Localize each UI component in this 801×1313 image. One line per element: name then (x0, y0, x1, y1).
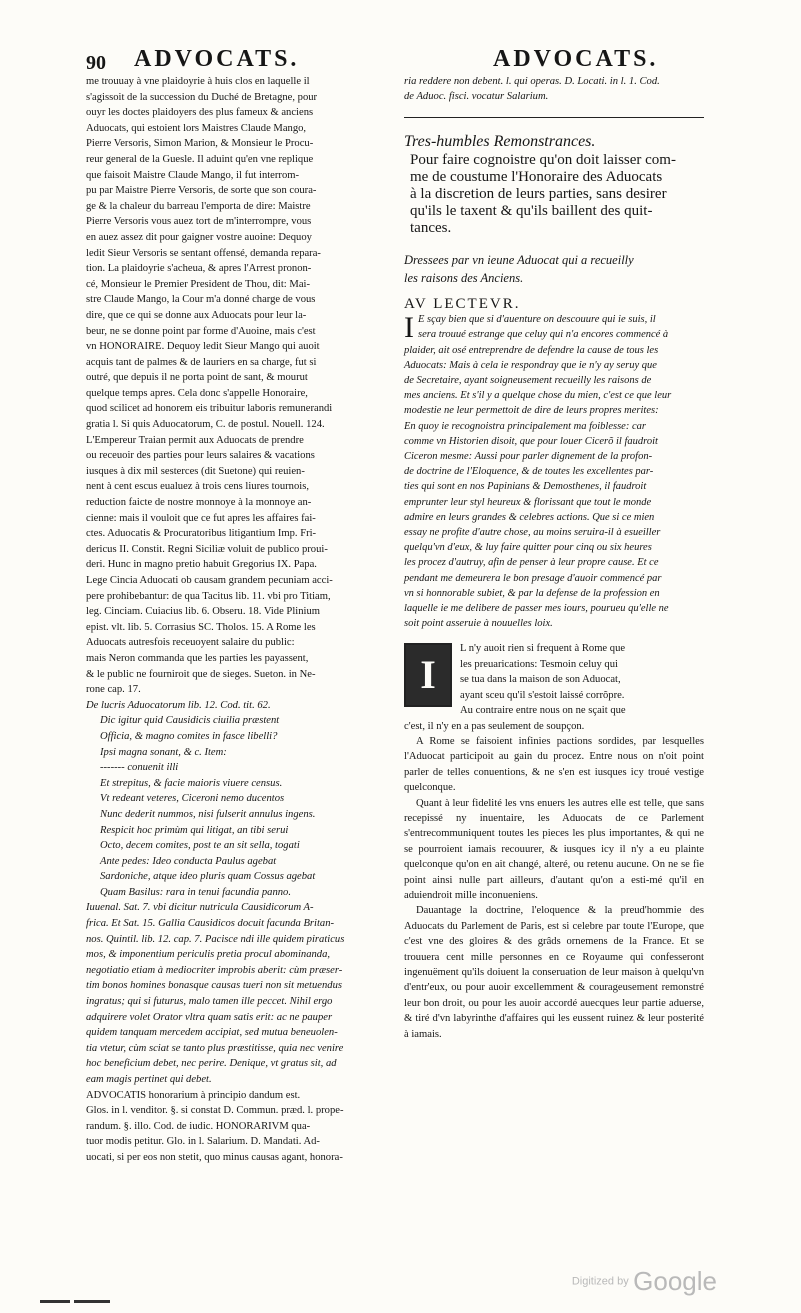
text-line: pere prohibebantur: de qua Tacitus lib. 11. vbi pro Titiam, (86, 590, 331, 602)
verse-line: Officia, & magno comites in fasce libelli? (100, 730, 278, 742)
verse-quotation (86, 713, 392, 900)
treatise-title (404, 152, 704, 237)
preface-line: comme vn Historien disoit, que pour louer Cicerõ il faudroit (404, 435, 658, 447)
note-line: tuor modis petitur. Glo. in l. Salarium. D. Mandati. Ad- (86, 1136, 320, 1148)
left-body-text (86, 74, 392, 698)
continued-citation (404, 74, 704, 105)
text-line: s'agissoit de la succession du Duché de Bretagne, pour (86, 91, 318, 103)
preface-line: mes anciens. Et s'il y a quelque chose du mien, c'est ce que leur (404, 390, 672, 402)
text-line: ou receuoir des parties pour leurs salaires & vacations (86, 450, 315, 462)
citation-line: tia vtetur, cùm sciat se tanto plus præstitisse, quia nec venire (86, 1042, 344, 1054)
citation-line: hoc beneficium debet, nec perire. Denique, vt gratus sit, ad (86, 1058, 337, 1070)
treatise-subtitle (404, 251, 704, 287)
note-line: uocati, si per eos non stetit, quo minus causas agant, honora- (86, 1151, 343, 1163)
preface-line: E sçay bien que si d'auenture on descouure qui ie suis, il (418, 314, 656, 326)
verse-line: Quam Basilus: rara in tenui facundia panno. (100, 886, 291, 898)
text-line: vn HONORAIRE. Dequoy ledit Sieur Mango qui auoit (86, 341, 320, 353)
text-line: ayant sceu qu'il s'estoit laissé corrõpre. (460, 689, 625, 701)
paragraph: Dauantage la doctrine, l'eloquence & la preud'hommie des Aduocats du Parlement de Paris, est si celebre par toute l'Europe, que c'est vne des gloires & des grâds ornemens de la France. Et se trouuera cent mille personnes en ce Royaume qui confesseront ingenuëment qu'ils doiuent la conseruation de leur maison à quelqu'vn d'entr'eux, ou pour auoir excellemment & courageusement remonstré leur bon droit, ou pour les auoir accordé auecques leur partie aduerse, & tiré d'vn labyrinthe d'affaires qui les eussent ruinez & leur posterité à iamais. (404, 905, 704, 1040)
text-line: Aduocats autresfois receuoyent salaire du public: (86, 637, 295, 649)
page-number: 90 (86, 52, 106, 74)
citation-line: eam magis pertinet qui debet. (86, 1074, 212, 1085)
preface-line: Aduocats: Mais à cela ie respondray que ie n'y ay seruy que (404, 359, 657, 371)
verse-line: Respicit hoc primùm qui litigat, an tibi serui (100, 824, 289, 836)
verse-line: Vt redeant veteres, Ciceroni nemo ducentos (100, 793, 285, 805)
text-line: se tua dans la maison de son Aduocat, (460, 674, 621, 686)
text-line: dericus II. Constit. Regni Siciliæ voluit de publico proui- (86, 543, 328, 555)
text-line: acquis tant de palmes & de lauriers en sa charge, fut si (86, 356, 317, 368)
text-line: Pierre Versoris vous auez tort de m'interrompre, vous (86, 216, 312, 228)
text-line: ledit Sieur Versoris se sentant offensé, demanda repara- (86, 247, 321, 259)
text-line: pu par Maistre Pierre Versoris, de sorte que son coura- (86, 185, 317, 197)
text-line: L n'y auoit rien si frequent à Rome que (460, 643, 626, 655)
preface-line: En quoy ie recognoistra principalement ma foiblesse: car (404, 420, 646, 432)
text-line: Pierre Versoris, Simon Marion, & Monsieur le Procu- (86, 138, 314, 150)
paragraph: A Rome se faisoient infinies pactions sordides, par lesquelles l'Aduocat participoit au gain du procez. Entre nous on n'oit point parler de telles conuentions, & ne s'en est iusques icy troué vestige quelconque. (404, 735, 704, 794)
note-line: randum. §. illo. Cod. de iudic. HONORARIVM qua- (86, 1120, 311, 1132)
note-line: ADVOCATIS honorarium à principio dandum est. (86, 1089, 301, 1101)
citation-line: nos. Quintil. lib. 12. cap. 7. Pacisce ndi ille quidem piraticus (86, 933, 345, 945)
text-line: epist. vlt. lib. 5. Corrasius SC. Tholos. 15. A Rome les (86, 621, 316, 633)
digitized-watermark (572, 1266, 717, 1297)
citation-line: ingratus; qui si futurus, malo tamen ille peccet. Nihil ergo (86, 996, 333, 1008)
ornamental-initial: I (404, 643, 452, 707)
citation-line: negotiatio etiam à mediocriter improbis aberit: cùm præser- (86, 964, 343, 976)
citation-line: adquirere volet Orator vltra quam satis erit: ac ne pauper (86, 1011, 333, 1023)
text-line: reur general de la Guesle. Il aduint qu'en vne replique (86, 153, 314, 165)
verse-line: Sardoniche, atque ideo pluris quam Cossus agebat (100, 871, 316, 883)
text-line: quod scilicet ad honorem eis tribuitur laboris remunerandi (86, 403, 333, 415)
text-line: les preuarications: Tesmoin celuy qui (460, 658, 618, 670)
text-line: cé, Monsieur le Premier President de Thou, dit: Mai- (86, 278, 310, 290)
title-line: à la discretion de leurs parties, sans desirer (410, 185, 667, 202)
text-line: gratia l. Si quis Aduocatorum, C. de postul. Nouell. 124. (86, 419, 325, 431)
preface-line: essay ne profite d'autre chose, au moins seruira-il à esueiller (404, 527, 661, 539)
citation-line: frica. Et Sat. 15. Gallia Causidicos docuit facunda Britan- (86, 918, 335, 930)
text-line: iusques à dix mil sesterces (dit Suetone) qui reuien- (86, 465, 305, 477)
text-line: Lege Cincia Aduocati ob causam grandem pecuniam acci- (86, 575, 333, 586)
main-text (404, 641, 704, 1042)
preface-line: plaider, ait osé entreprendre de defendre la cause de tous les (404, 344, 659, 356)
preface-text (404, 312, 704, 631)
to-reader-heading: AV LECTEVR. (404, 295, 521, 312)
title-line: tances. (410, 219, 452, 236)
scan-artifact (40, 1300, 70, 1303)
citation-line: quidem tanquam mercedem accipiat, sed mutua beneuolen- (86, 1027, 338, 1039)
text-line: cienne: mais il vouloit que ce fut apres les affaires fai- (86, 512, 316, 524)
honorarium-notes (86, 1088, 392, 1166)
text-line: mais Neron commanda que les parties les payassent, (86, 652, 309, 664)
preface-line: de doctrine de l'Eloquence, & de toutes les excellentes par- (404, 466, 654, 478)
digitized-by-text: Digitized by (571, 1275, 629, 1288)
text-line: que faisoit Maistre Claude Mango, il fut interrom- (86, 169, 300, 181)
preface-line: Ciceron mesme: Aussi pour parler dignement de la profon- (404, 451, 653, 463)
preface-line: pendant me demeurera le bon presage d'auoir commencé par (404, 572, 662, 584)
title-line: Pour faire cognoistre qu'on doit laisser com- (410, 151, 676, 168)
text-line: dire, que ce qui se donne aux Aduocats pour leur la- (86, 309, 307, 321)
preface-line: les procez d'autruy, afin de penser à leur propre cause. Et ce (404, 557, 659, 569)
text-line: leg. Cinciam. Cuiacius lib. 6. Obseru. 18. Vide Plinium (86, 606, 320, 618)
left-column (86, 74, 392, 1166)
text-line: tion. La plaidoyrie s'acheua, & apres l'Arrest pronon- (86, 263, 312, 275)
citation-line: Iuuenal. Sat. 7. vbi dicitur nutricula Causidicorum A- (86, 902, 314, 914)
text-line: rone cap. 17. (86, 684, 141, 696)
subtitle-line: les raisons des Anciens. (404, 270, 524, 285)
body-paragraphs (404, 734, 704, 1042)
preface-line: admire en leurs grandes & celebres actions. Que si ce mien (404, 511, 655, 523)
preface-line: vn si honnorable subiet, & par la defense de la profession en (404, 587, 660, 599)
text-line: quelque temps apres. Cela donc s'appelle Honoraire, (86, 387, 308, 399)
note-line: Glos. in l. venditor. §. si constat D. Commun. præd. l. prope- (86, 1105, 344, 1117)
citation-line: tim bonos homines bonasque causas tueri non sit metuendus (86, 980, 343, 992)
subtitle-line: Dressees par vn ieune Aduocat qui a recueilly (404, 252, 634, 267)
preface-line: sera trouué estrange que celuy qui n'a encores commencé à (418, 329, 669, 341)
verse-line: Ipsi magna sonant, & c. Item: (100, 746, 227, 758)
preface-line: ties qui sont en nos Papinians & Demosthenes, il faudroit (404, 481, 647, 493)
preface-line: modestie ne leur permettoit de dire de leurs propres merites: (404, 405, 659, 417)
preface-line: de Secretaire, ayant soigneusement recueilly les raisons de (404, 375, 652, 387)
title-line: qu'ils le taxent & qu'ils baillent des quit- (410, 202, 653, 219)
de-line: De lucris Aduocatorum lib. 12. Cod. tit. 62. (86, 699, 271, 711)
text-line: outré, que depuis il ne porta point de sant, & mourut (86, 372, 308, 384)
text-line: deri. Hunc in magno pretio habuit Gregorius IX. Papa. (86, 559, 317, 571)
verse-line: Ante pedes: Ideo conducta Paulus agebat (100, 855, 277, 867)
preface-line: laquelle ie me delibere de passer mes iours, pourueu qu'elle ne (404, 603, 669, 615)
text-line: me trouuay à vne plaidoyrie à huis clos en laquelle il (86, 76, 310, 87)
verse-line: Nunc dederit nummos, nisi fulserit annulus ingens. (100, 808, 316, 820)
text-line: Au contraire entre nous on ne sçait que (460, 705, 626, 717)
preface-line: quelqu'vn d'eux, & luy faire quitter pour cinq ou six heures (404, 542, 652, 554)
text-line: nent à cent escus eualuez à trois cens liures tournois, (86, 481, 309, 493)
running-head-right: ADVOCATS. (493, 46, 659, 72)
verse-line: Octo, decem comites, post te an sit sella, togati (100, 840, 300, 852)
text-line: c'est, il n'y en a pas seulement de soupçon. (404, 720, 585, 732)
preface-line: soit point asseruie à nouuelles loix. (404, 618, 553, 630)
text-line: & le public ne fourniroit que de sieges. Sueton. in Ne- (86, 668, 316, 680)
verse-line: Et strepitus, & facie maioris viuere census. (100, 777, 283, 789)
verse-line: Dic igitur quid Causidicis ciuilia præstent (100, 715, 280, 727)
scan-artifact (74, 1300, 110, 1303)
section-title: Tres-humbles Remonstrances. (404, 132, 596, 150)
right-column (404, 74, 704, 1042)
text-line: ouyr les doctes plaidoyers des plus fameux & anciens (86, 107, 314, 119)
text-line: en auez assez dit pour gaigner vostre auoine: Dequoy (86, 231, 312, 243)
text-line: ctes. Aduocatis & Procuratoribus litigantium Imp. Fri- (86, 528, 317, 540)
juvenal-citations (86, 900, 392, 1087)
text-line: ge & la chaleur du barreau l'emporta de dire: Maistre (86, 200, 311, 212)
text-line: reduction faicte de nostre monnoye à la monnoye an- (86, 497, 312, 509)
section-rule (404, 117, 704, 118)
text-line: stre Claude Mango, la Cour m'a donné charge de vous (86, 294, 316, 306)
text-line: L'Empereur Traian permit aux Aduocats de prendre (86, 434, 304, 446)
preface-line: emprunter leur styl heureux & florissant que tout le monde (404, 496, 652, 508)
running-head-left: ADVOCATS. (134, 46, 300, 72)
title-line: me de coustume l'Honoraire des Aduocats (410, 168, 663, 185)
text-line: beur, ne se donne point par forme d'Auoine, mais c'est (86, 325, 316, 337)
preface-initial: I (404, 311, 414, 345)
paragraph: Quant à leur fidelité les vns enuers les autres elle est telle, que sans recepissé ny inuentaire, les Aduocats de ce Parlement s'entrecommuniquent toutes les pieces les plus importantes, & qui ne se pourroient iamais recouurer, & iusques icy il n'y a eu plainte quelconque qu'on en ait changé, alteré, ou retenu aucune. On ne se fie point ainsi nulle part ailleurs, d'autant qu'on a esti-mé qu'il en aduiendroit mille inconueniens. (404, 797, 704, 901)
citation-line: ria reddere non debent. l. qui operas. D. Locati. in l. 1. Cod. (404, 76, 660, 87)
verse-line: ------- conuenit illi (100, 762, 179, 774)
citation-line: de Aduoc. fisci. vocatur Salarium. (404, 91, 549, 103)
preface (404, 312, 704, 631)
citation-line: mos, & imponentium periculis pretia procul abominanda, (86, 949, 331, 961)
google-logo: Google (633, 1266, 717, 1296)
text-line: Aduocats, qui estoient lors Maistres Claude Mango, (86, 122, 307, 134)
